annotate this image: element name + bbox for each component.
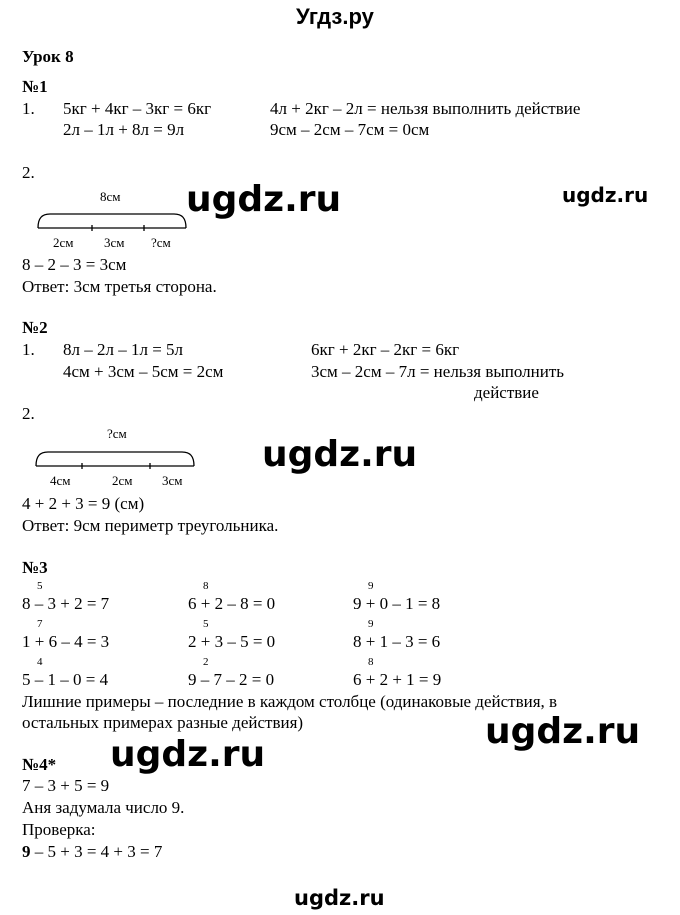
diagram-segment-label: 3см [104,235,125,250]
task2-part1-number: 1. [22,340,35,359]
task3-equation: 8 + 1 – 3 = 6 [353,632,441,651]
task3-superscript: 8 [203,580,209,592]
task2-equation: 4см + 3см – 5см = 2см [63,362,224,381]
task1-part1-number: 1. [22,99,35,118]
task1-equation: 4л + 2кг – 2л = нельзя выполнить действие [270,99,581,118]
task3-equation: 9 – 7 – 2 = 0 [188,670,275,689]
site-title: Угдз.ру [296,4,374,29]
task4-check-rest: – 5 + 3 = 4 + 3 = 7 [30,842,163,861]
task3-heading: №3 [22,558,48,577]
task3-superscript: 8 [368,656,374,668]
watermark: ugdz.ru [485,711,641,752]
lesson-title: Урок 8 [22,47,74,66]
task4-statement: Аня задумала число 9. [22,798,185,817]
task3-superscript: 4 [37,656,43,668]
task3-superscript: 2 [203,656,209,668]
task4-heading: №4* [22,755,57,774]
task3-note: остальных примерах разные действия) [22,713,304,732]
task1-equation: 9см – 2см – 7см = 0см [270,120,430,139]
task2-equation: 8л – 2л – 1л = 5л [63,340,184,359]
task4-check-equation [22,842,162,862]
task3-equation: 8 – 3 + 2 = 7 [22,594,110,613]
task3-superscript: 7 [37,618,43,630]
task2-equation-continuation: действие [474,383,539,402]
segment-diagram [36,206,188,232]
diagram-segment-label: 3см [162,473,183,488]
task3-superscript: 9 [368,580,374,592]
diagram-segment-label: ?см [151,235,171,250]
task3-equation: 6 + 2 – 8 = 0 [188,594,276,613]
task3-superscript: 5 [203,618,209,630]
watermark: ugdz.ru [262,434,418,475]
diagram-top-label: ?см [107,426,127,441]
task3-equation: 9 + 0 – 1 = 8 [353,594,441,613]
diagram-segment-label: 4см [50,473,71,488]
task4-check-number: 9 [22,842,31,861]
diagram-top-label: 8см [100,189,121,204]
task1-part2-number: 2. [22,163,35,182]
task3-equation: 6 + 2 + 1 = 9 [353,670,442,689]
task2-solution: 4 + 2 + 3 = 9 (см) [22,494,145,513]
diagram-segment-label: 2см [53,235,74,250]
task2-equation: 3см – 2см – 7л = нельзя выполнить [311,362,565,381]
watermark: ugdz.ru [186,179,342,220]
task1-equation: 2л – 1л + 8л = 9л [63,120,185,139]
task1-heading: №1 [22,77,48,96]
diagram-segment-label: 2см [112,473,133,488]
task3-superscript: 5 [37,580,43,592]
task2-part2-number: 2. [22,404,35,423]
task3-equation: 2 + 3 – 5 = 0 [188,632,276,651]
task2-heading: №2 [22,318,48,337]
footer-watermark: ugdz.ru [294,886,385,910]
task3-note: Лишние примеры – последние в каждом столбце (одинаковые действия, в [22,692,558,711]
watermark: ugdz.ru [110,734,266,775]
task3-superscript: 9 [368,618,374,630]
task3-equation: 1 + 6 – 4 = 3 [22,632,110,651]
watermark: ugdz.ru [562,183,649,207]
task4-equation: 7 – 3 + 5 = 9 [22,776,110,795]
task2-equation: 6кг + 2кг – 2кг = 6кг [311,340,460,359]
task4-check-label: Проверка: [22,820,96,839]
task2-answer: Ответ: 9см периметр треугольника. [22,516,279,535]
task1-equation: 5кг + 4кг – 3кг = 6кг [63,99,212,118]
task1-solution: 8 – 2 – 3 = 3см [22,255,127,274]
segment-diagram [34,446,196,472]
task3-equation: 5 – 1 – 0 = 4 [22,670,109,689]
task1-answer: Ответ: 3см третья сторона. [22,277,217,296]
